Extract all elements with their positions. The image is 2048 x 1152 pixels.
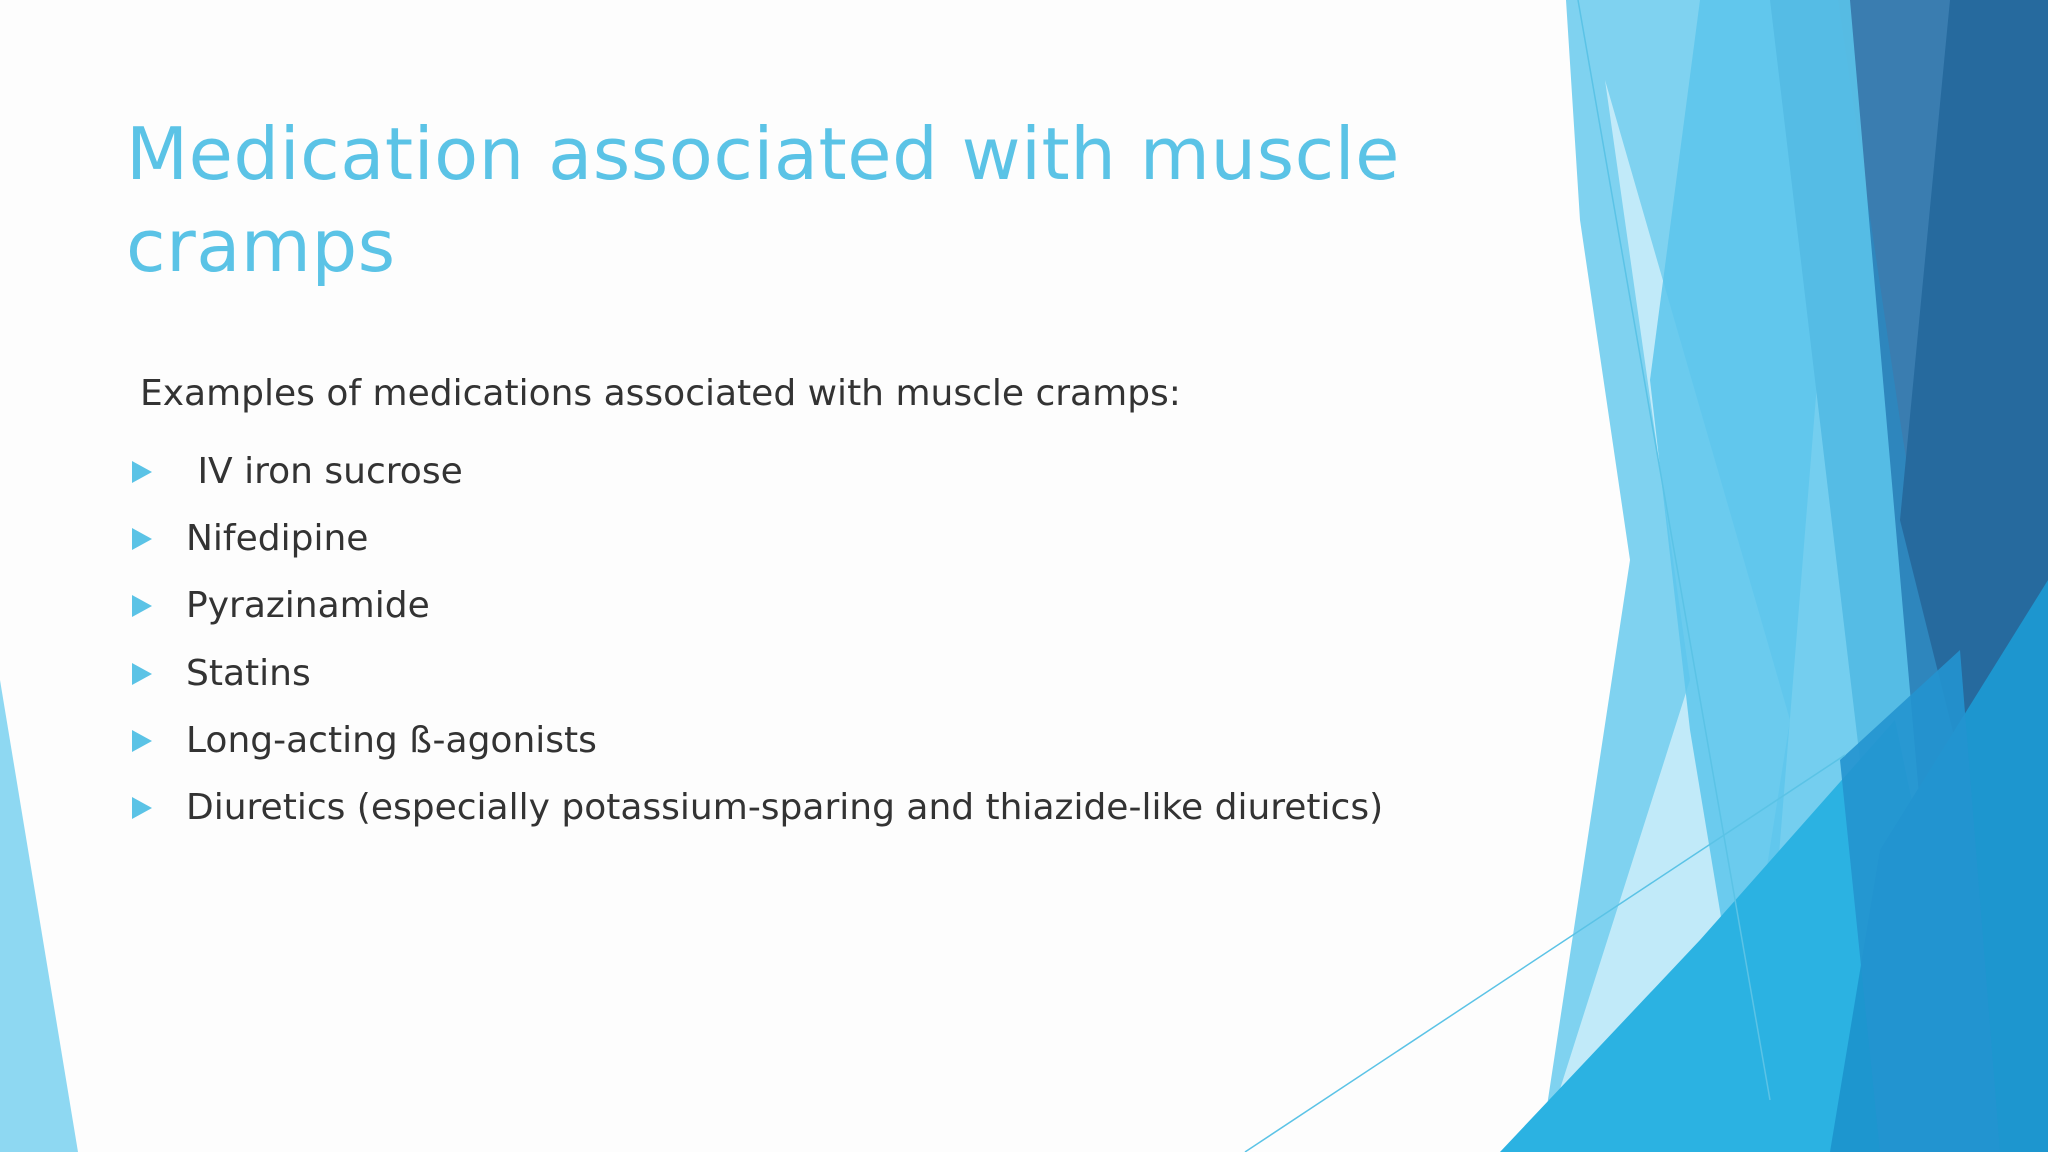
bullet-text: Nifedipine (186, 517, 369, 559)
bullet-item (130, 774, 1383, 841)
triangle-bullet-icon (132, 730, 152, 752)
slide-title: Medication associated with muscle cramps (126, 112, 1400, 288)
triangle-bullet-icon (132, 663, 152, 685)
triangle-bullet-icon (132, 461, 152, 483)
triangle-bullet-icon (132, 797, 152, 819)
left-edge-shape (0, 680, 78, 1152)
bullet-item (130, 505, 1383, 572)
bullet-text: Pyrazinamide (186, 585, 430, 627)
bullet-text: Statins (186, 652, 311, 694)
bullet-text: IV iron sucrose (186, 450, 463, 492)
bullet-text: Diuretics (especially potassium-sparing and thiazide-like diuretics) (186, 787, 1384, 829)
bullet-text: Long-acting ß-agonists (186, 719, 597, 761)
triangle-bullet-icon (132, 528, 152, 550)
triangle-bullet-icon (132, 595, 152, 617)
intro-text: Examples of medications associated with muscle cramps: (140, 373, 1181, 414)
bullet-item (130, 707, 1383, 774)
bullet-list (130, 438, 1383, 842)
bullet-item (130, 573, 1383, 640)
bullet-item (130, 438, 1383, 505)
bullet-item (130, 640, 1383, 707)
